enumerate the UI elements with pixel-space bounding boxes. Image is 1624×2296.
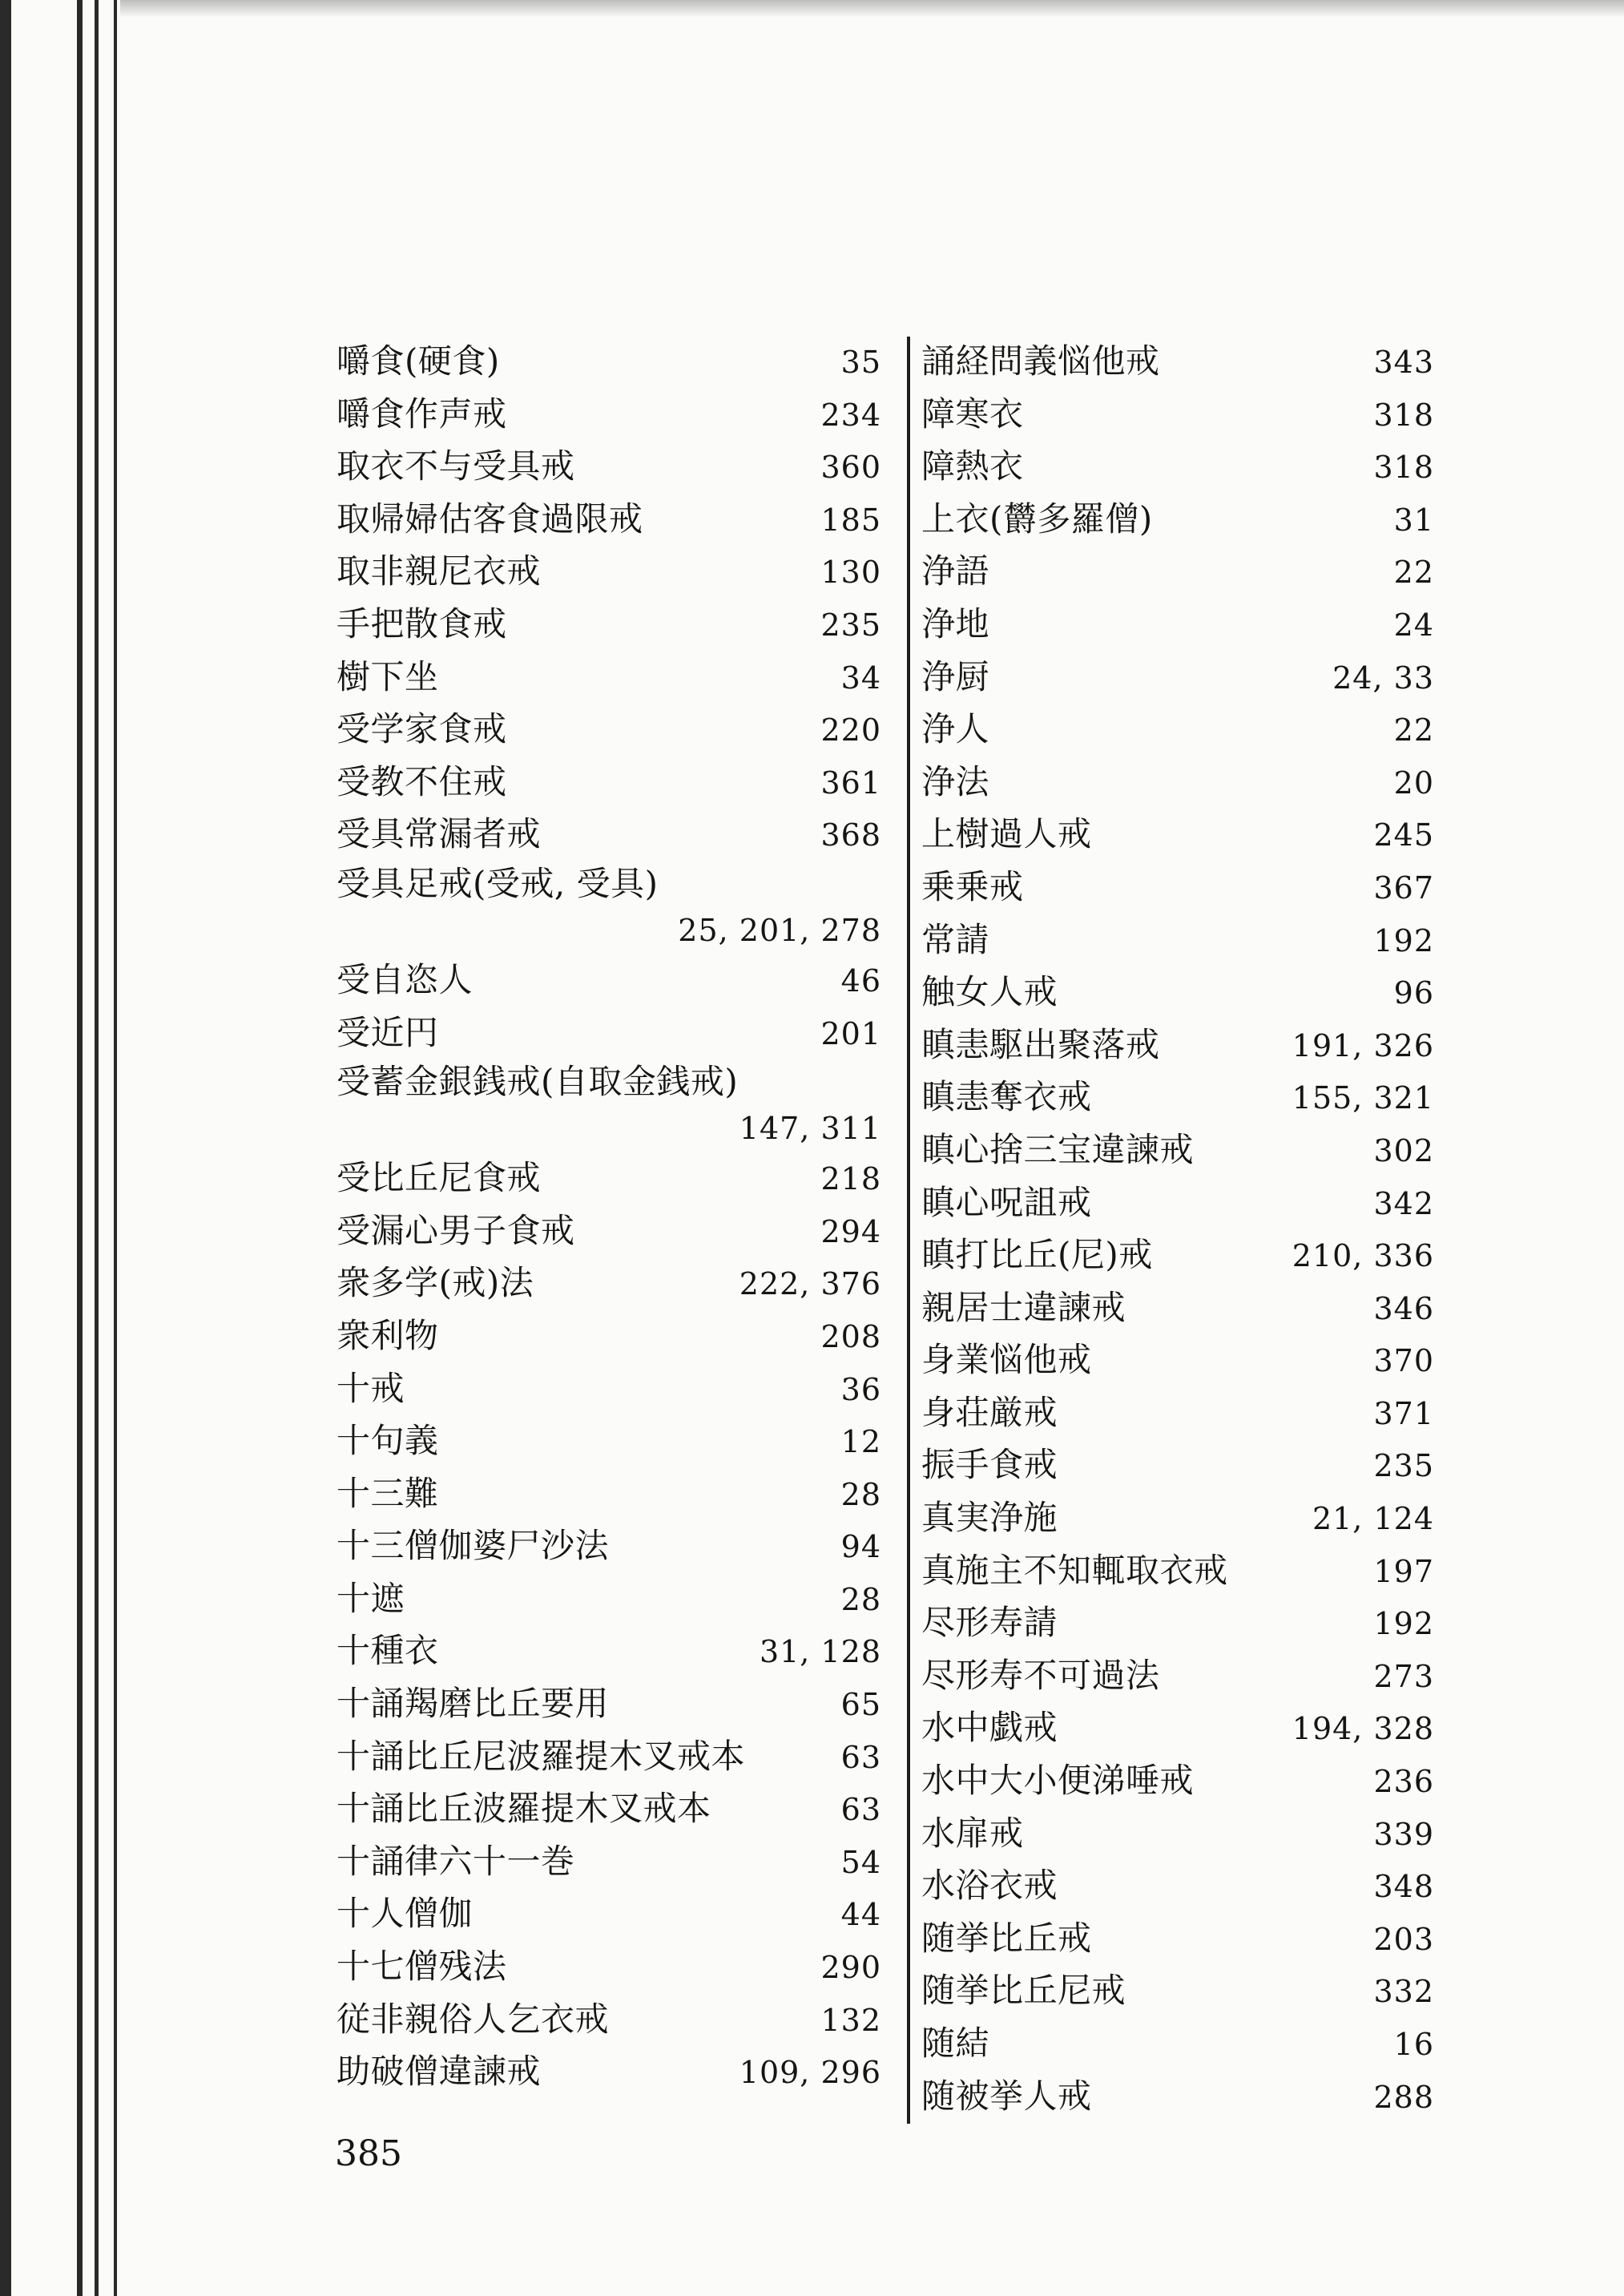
index-pages: 185 <box>820 502 881 538</box>
index-term: 瞋心呪詛戒 <box>921 1182 1092 1222</box>
index-pages: 222, 376 <box>739 1266 881 1302</box>
index-entry <box>336 598 881 651</box>
index-pages: 22 <box>1393 555 1434 591</box>
index-entry <box>336 1007 881 1059</box>
index-term: 瞋恚奪衣戒 <box>921 1077 1092 1117</box>
index-pages: 370 <box>1373 1343 1434 1379</box>
index-term: 十遮 <box>336 1578 405 1618</box>
index-entry <box>921 2070 1434 2123</box>
index-pages: 318 <box>1373 450 1434 486</box>
index-pages: 65 <box>840 1687 881 1723</box>
index-entry <box>921 1964 1434 2017</box>
index-pages: 203 <box>1373 1921 1434 1957</box>
index-pages: 192 <box>1373 922 1434 958</box>
index-entry <box>336 388 881 441</box>
index-pages: 54 <box>840 1844 881 1880</box>
index-pages: 368 <box>820 817 881 853</box>
index-pages: 96 <box>1393 975 1434 1011</box>
index-pages: 147, 311 <box>739 1111 881 1147</box>
index-entry <box>336 954 881 1007</box>
index-term: 尽形寿請 <box>921 1603 1058 1643</box>
index-pages: 234 <box>820 397 881 433</box>
index-term: 上衣(欝多羅僧) <box>921 498 1153 539</box>
index-entry <box>336 651 881 704</box>
index-entry <box>921 1439 1434 1491</box>
index-pages: 24, 33 <box>1332 660 1434 696</box>
index-pages: 210, 336 <box>1292 1238 1434 1274</box>
binding-edge-line-3 <box>114 0 117 2296</box>
index-entry <box>336 1624 881 1677</box>
index-entry <box>921 493 1434 546</box>
index-term: 浄語 <box>921 551 990 591</box>
index-pages: 273 <box>1373 1658 1434 1694</box>
index-term: 浄厨 <box>921 656 990 696</box>
index-term: 嚼食(硬食) <box>336 341 500 381</box>
index-pages: 28 <box>840 1476 881 1512</box>
index-term: 尽形寿不可過法 <box>921 1655 1160 1695</box>
index-pages: 236 <box>1373 1764 1434 1800</box>
index-entry <box>336 1414 881 1467</box>
index-pages: 361 <box>820 765 881 801</box>
index-term: 常請 <box>921 919 990 959</box>
index-term: 真実浄施 <box>921 1498 1058 1538</box>
index-entry <box>921 703 1434 756</box>
index-entry <box>921 1649 1434 1702</box>
index-term: 随挙比丘戒 <box>921 1918 1092 1958</box>
column-divider <box>907 337 910 2124</box>
index-term: 浄人 <box>921 709 990 749</box>
index-entry <box>921 388 1434 441</box>
index-pages: 31, 128 <box>759 1634 881 1670</box>
index-term: 十人僧伽 <box>336 1894 473 1934</box>
index-term: 十戒 <box>336 1368 405 1408</box>
index-pages: 34 <box>840 660 881 696</box>
index-pages: 218 <box>820 1161 881 1197</box>
binding-edge-line-1 <box>77 0 83 2296</box>
index-pages: 302 <box>1373 1132 1434 1168</box>
index-entry <box>921 2017 1434 2070</box>
index-pages: 192 <box>1373 1606 1434 1642</box>
index-term: 障熱衣 <box>921 446 1024 486</box>
index-entry <box>336 1993 881 2046</box>
binding-edge-line-2 <box>95 0 99 2296</box>
index-pages: 348 <box>1373 1869 1434 1905</box>
index-term: 随結 <box>921 2024 990 2063</box>
index-term: 受漏心男子食戒 <box>336 1210 575 1250</box>
index-entry <box>921 545 1434 598</box>
index-entry <box>336 1572 881 1625</box>
index-pages: 21, 124 <box>1312 1501 1434 1537</box>
binding-edge-outer <box>0 0 11 2296</box>
index-entry <box>336 1309 881 1362</box>
index-entry <box>921 1124 1434 1176</box>
index-pages: 130 <box>820 555 881 591</box>
index-pages: 63 <box>840 1792 881 1828</box>
index-entry <box>336 1467 881 1520</box>
index-term: 浄地 <box>921 603 990 644</box>
index-entry <box>336 1059 881 1152</box>
index-pages: 201 <box>820 1015 881 1051</box>
index-term: 水浴衣戒 <box>921 1866 1058 1906</box>
index-entry <box>921 1807 1434 1860</box>
index-entry <box>921 1176 1434 1229</box>
index-term: 十誦比丘尼波羅提木叉戒本 <box>336 1736 746 1776</box>
index-entry <box>336 1730 881 1783</box>
index-term: 衆利物 <box>336 1315 439 1355</box>
index-entry <box>921 1334 1434 1386</box>
index-term: 乗乗戒 <box>921 866 1024 906</box>
index-term: 浄法 <box>921 761 990 801</box>
index-pages: 288 <box>1373 2079 1434 2115</box>
index-pages: 290 <box>820 1950 881 1986</box>
index-pages: 342 <box>1373 1185 1434 1221</box>
index-entry <box>336 1887 881 1940</box>
index-entry <box>921 1754 1434 1807</box>
index-entry <box>336 1940 881 1993</box>
index-pages: 360 <box>820 450 881 486</box>
index-entry <box>921 861 1434 914</box>
index-term: 身業悩他戒 <box>921 1340 1092 1380</box>
index-term: 誦経問義悩他戒 <box>921 341 1160 381</box>
index-term: 触女人戒 <box>921 972 1058 1012</box>
index-entry <box>921 1491 1434 1544</box>
index-pages: 12 <box>840 1424 881 1460</box>
index-term: 十三難 <box>336 1473 439 1513</box>
index-pages: 36 <box>840 1371 881 1407</box>
index-entry <box>336 756 881 809</box>
index-term: 受自恣人 <box>336 959 473 999</box>
index-pages: 235 <box>820 607 881 643</box>
index-term: 取衣不与受具戒 <box>336 446 575 486</box>
index-term: 受学家食戒 <box>336 709 507 749</box>
index-entry <box>921 1544 1434 1597</box>
index-pages: 132 <box>820 2002 881 2038</box>
index-term: 十七僧残法 <box>336 1947 507 1987</box>
index-pages: 343 <box>1373 345 1434 380</box>
index-entry <box>921 1281 1434 1334</box>
index-pages: 194, 328 <box>1292 1711 1434 1747</box>
index-term: 上樹過人戒 <box>921 814 1092 854</box>
index-entry <box>336 440 881 493</box>
index-term: 瞋恚駆出聚落戒 <box>921 1024 1160 1064</box>
index-entry <box>336 703 881 756</box>
index-entry <box>921 1596 1434 1649</box>
index-term: 親居士違諫戒 <box>921 1287 1126 1327</box>
index-term: 樹下坐 <box>336 656 439 696</box>
index-term: 従非親俗人乞衣戒 <box>336 1999 610 2039</box>
index-pages: 22 <box>1393 712 1434 749</box>
index-pages: 235 <box>1373 1448 1434 1484</box>
index-entry <box>336 1204 881 1257</box>
top-scan-shadow <box>120 0 1624 18</box>
index-entry <box>921 808 1434 861</box>
index-entry <box>336 1835 881 1888</box>
index-term: 取非親尼衣戒 <box>336 551 542 591</box>
index-term: 取帰婦估客食過限戒 <box>336 498 643 539</box>
index-entry <box>921 1386 1434 1439</box>
index-pages: 191, 326 <box>1292 1027 1434 1063</box>
index-term: 手把散食戒 <box>336 603 507 644</box>
index-pages: 94 <box>840 1529 881 1565</box>
index-pages: 220 <box>820 712 881 749</box>
index-term: 水中大小便涕唾戒 <box>921 1761 1195 1801</box>
index-pages: 208 <box>820 1318 881 1354</box>
index-entry <box>921 914 1434 966</box>
index-column-left <box>336 335 881 2098</box>
index-entry <box>336 1362 881 1415</box>
index-pages: 35 <box>840 345 881 380</box>
index-term: 受蓄金銀銭戒(自取金銭戒) <box>336 1062 739 1102</box>
index-term: 十句義 <box>336 1421 439 1461</box>
index-entry <box>921 440 1434 493</box>
index-term: 障寒衣 <box>921 393 1024 434</box>
index-entry <box>336 493 881 546</box>
index-term: 水扉戒 <box>921 1813 1024 1853</box>
index-term: 受具常漏者戒 <box>336 814 542 854</box>
index-entry <box>921 598 1434 651</box>
index-pages: 339 <box>1373 1816 1434 1852</box>
index-entry <box>921 1071 1434 1124</box>
index-pages: 20 <box>1393 765 1434 801</box>
index-term: 十三僧伽婆尸沙法 <box>336 1526 610 1566</box>
index-pages: 332 <box>1373 1974 1434 2010</box>
index-term: 受具足戒(受戒, 受具) <box>336 863 659 903</box>
index-entry <box>336 2045 881 2098</box>
index-entry <box>336 1677 881 1730</box>
index-entry <box>336 335 881 388</box>
index-term: 瞋心捨三宝違諫戒 <box>921 1129 1195 1169</box>
index-entry <box>336 1152 881 1204</box>
index-pages: 46 <box>840 962 881 999</box>
index-term: 助破僧違諫戒 <box>336 2052 542 2092</box>
index-entry <box>921 651 1434 704</box>
index-pages: 24 <box>1393 607 1434 643</box>
index-pages: 197 <box>1373 1553 1434 1589</box>
index-entry <box>336 1782 881 1835</box>
index-pages: 16 <box>1393 2027 1434 2062</box>
index-pages: 367 <box>1373 870 1434 906</box>
index-term: 受近円 <box>336 1012 439 1052</box>
index-entry <box>336 808 881 861</box>
index-entry <box>921 756 1434 809</box>
index-term: 随挙比丘尼戒 <box>921 1971 1126 2011</box>
index-pages: 28 <box>840 1581 881 1617</box>
index-term: 振手食戒 <box>921 1445 1058 1485</box>
index-entry <box>336 861 881 954</box>
index-term: 十誦比丘波羅提木叉戒本 <box>336 1789 711 1829</box>
index-term: 十誦律六十一巻 <box>336 1841 575 1881</box>
index-term: 衆多学(戒)法 <box>336 1263 534 1303</box>
index-entry <box>336 1519 881 1572</box>
index-pages: 63 <box>840 1739 881 1775</box>
index-term: 瞋打比丘(尼)戒 <box>921 1235 1153 1275</box>
index-term: 受比丘尼食戒 <box>336 1158 542 1198</box>
index-term: 随被挙人戒 <box>921 2076 1092 2116</box>
index-pages: 318 <box>1373 397 1434 433</box>
index-term: 十誦羯磨比丘要用 <box>336 1684 610 1724</box>
index-term: 身荘厳戒 <box>921 1392 1058 1432</box>
index-term: 真施主不知輒取衣戒 <box>921 1550 1228 1590</box>
index-term: 十種衣 <box>336 1631 439 1671</box>
index-pages: 31 <box>1393 502 1434 538</box>
index-pages: 245 <box>1373 817 1434 853</box>
index-entry <box>921 1912 1434 1965</box>
index-term: 嚼食作声戒 <box>336 393 507 434</box>
index-pages: 294 <box>820 1213 881 1249</box>
index-pages: 25, 201, 278 <box>678 912 881 948</box>
index-entry <box>921 1701 1434 1754</box>
index-pages: 109, 296 <box>739 2055 881 2091</box>
index-entry <box>336 1257 881 1309</box>
page-number: 385 <box>335 2133 402 2174</box>
index-entry <box>921 1229 1434 1281</box>
index-pages: 155, 321 <box>1292 1080 1434 1116</box>
index-pages: 346 <box>1373 1290 1434 1326</box>
index-entry <box>921 966 1434 1019</box>
index-pages: 44 <box>840 1897 881 1933</box>
index-entry <box>336 545 881 598</box>
index-term: 受教不住戒 <box>336 761 507 801</box>
index-entry <box>921 1859 1434 1912</box>
index-column-right <box>921 335 1434 2122</box>
index-term: 水中戯戒 <box>921 1708 1058 1748</box>
index-pages: 371 <box>1373 1395 1434 1431</box>
index-entry <box>921 335 1434 388</box>
index-entry <box>921 1019 1434 1071</box>
